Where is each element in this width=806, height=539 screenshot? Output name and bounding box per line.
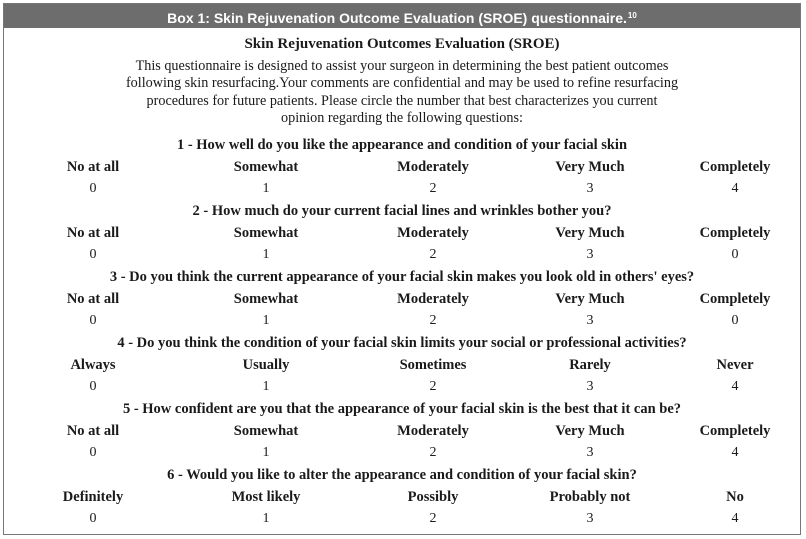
question-2-text: 2 - How much do your current facial lines and wrinkles bother you? — [192, 203, 612, 220]
score-number[interactable]: 3 — [586, 313, 594, 329]
score-number[interactable]: 1 — [262, 379, 270, 395]
score-number[interactable]: 1 — [262, 247, 270, 263]
option-label: Definitely — [62, 489, 124, 506]
score-number[interactable]: 0 — [731, 313, 739, 329]
option-label: Very Much — [555, 291, 625, 308]
option-label: Always — [70, 357, 116, 374]
score-number[interactable]: 2 — [429, 445, 437, 461]
option-label: Moderately — [397, 291, 469, 308]
option-label: Probably not — [549, 489, 631, 506]
option-label: Never — [716, 357, 754, 374]
question-1-text: 1 - How well do you like the appearance and condition of your facial skin — [176, 137, 628, 154]
option-label: Moderately — [397, 159, 469, 176]
score-number[interactable]: 3 — [586, 181, 594, 197]
question-4-options — [4, 354, 800, 376]
question-3-scores — [4, 310, 800, 332]
question-6-text: 6 - Would you like to alter the appearance and condition of your facial skin? — [167, 467, 637, 484]
score-number[interactable]: 4 — [731, 445, 739, 461]
score-number[interactable]: 1 — [262, 313, 270, 329]
question-5-scores — [4, 442, 800, 464]
reference-superscript: 10 — [627, 11, 637, 20]
question-2-options — [4, 222, 800, 244]
score-number[interactable]: 2 — [429, 247, 437, 263]
score-number[interactable]: 1 — [262, 445, 270, 461]
question-1-options — [4, 156, 800, 178]
option-label: Very Much — [555, 159, 625, 176]
option-label: No at all — [66, 159, 120, 176]
score-number[interactable]: 3 — [586, 511, 594, 527]
option-label: Moderately — [397, 423, 469, 440]
question-2-scores — [4, 244, 800, 266]
question-1-scores — [4, 178, 800, 200]
question-6-scores — [4, 508, 800, 530]
score-number[interactable]: 3 — [586, 379, 594, 395]
option-label: Completely — [699, 225, 771, 242]
question-5-text: 5 - How confident are you that the appearance of your facial skin is the best that it can be? — [122, 401, 682, 418]
option-label: Rarely — [569, 357, 611, 374]
score-number[interactable]: 3 — [586, 247, 594, 263]
option-label: Somewhat — [233, 423, 299, 440]
option-label: Very Much — [555, 423, 625, 440]
option-label: Sometimes — [399, 357, 467, 374]
question-3-text: 3 - Do you think the current appearance of your facial skin makes you look old in others' eyes? — [109, 269, 695, 286]
score-number[interactable]: 0 — [89, 247, 97, 263]
option-label: No at all — [66, 291, 120, 308]
option-label: Completely — [699, 159, 771, 176]
question-3-options — [4, 288, 800, 310]
score-number[interactable]: 2 — [429, 313, 437, 329]
intro-paragraph — [97, 58, 707, 127]
box-header — [4, 4, 800, 28]
question-5-options — [4, 420, 800, 442]
box-heading: Box 1: Skin Rejuvenation Outcome Evaluation (SROE) questionnaire. — [167, 10, 627, 26]
score-number[interactable]: 0 — [731, 247, 739, 263]
option-label: Completely — [699, 423, 771, 440]
score-number[interactable]: 4 — [731, 181, 739, 197]
score-number[interactable]: 2 — [429, 511, 437, 527]
score-number[interactable]: 2 — [429, 379, 437, 395]
option-label: Somewhat — [233, 291, 299, 308]
intro-line: This questionnaire is designed to assist your surgeon in determining the best patient outcomes — [135, 58, 669, 74]
questionnaire-title: Skin Rejuvenation Outcomes Evaluation (SROE) — [244, 36, 560, 52]
intro-line: procedures for future patients. Please circle the number that best characterizes you current — [146, 92, 658, 109]
score-number[interactable]: 2 — [429, 181, 437, 197]
score-number[interactable]: 4 — [731, 379, 739, 395]
question-4-text: 4 - Do you think the condition of your facial skin limits your social or professional activities? — [117, 335, 687, 352]
option-label: Completely — [699, 291, 771, 308]
intro-line: following skin resurfacing.Your comments are confidential and may be used to refine resurfacing — [125, 75, 679, 92]
option-label: No — [726, 489, 744, 506]
question-4-scores — [4, 376, 800, 398]
score-number[interactable]: 0 — [89, 313, 97, 329]
score-number[interactable]: 1 — [262, 511, 270, 527]
option-label: Most likely — [231, 489, 301, 506]
score-number[interactable]: 3 — [586, 445, 594, 461]
intro-line: opinion regarding the following questions: — [281, 109, 523, 126]
option-label: Very Much — [555, 225, 625, 242]
score-number[interactable]: 0 — [89, 445, 97, 461]
score-number[interactable]: 0 — [89, 181, 97, 197]
option-label: Somewhat — [233, 159, 299, 176]
question-6-options — [4, 486, 800, 508]
score-number[interactable]: 0 — [89, 379, 97, 395]
option-label: Somewhat — [233, 225, 299, 242]
option-label: Usually — [242, 357, 290, 374]
questions-list — [4, 134, 800, 530]
score-number[interactable]: 4 — [731, 511, 739, 527]
score-number[interactable]: 0 — [89, 511, 97, 527]
questionnaire-box — [3, 3, 801, 535]
score-number[interactable]: 1 — [262, 181, 270, 197]
option-label: Moderately — [397, 225, 469, 242]
option-label: No at all — [66, 423, 120, 440]
option-label: Possibly — [407, 489, 459, 506]
option-label: No at all — [66, 225, 120, 242]
